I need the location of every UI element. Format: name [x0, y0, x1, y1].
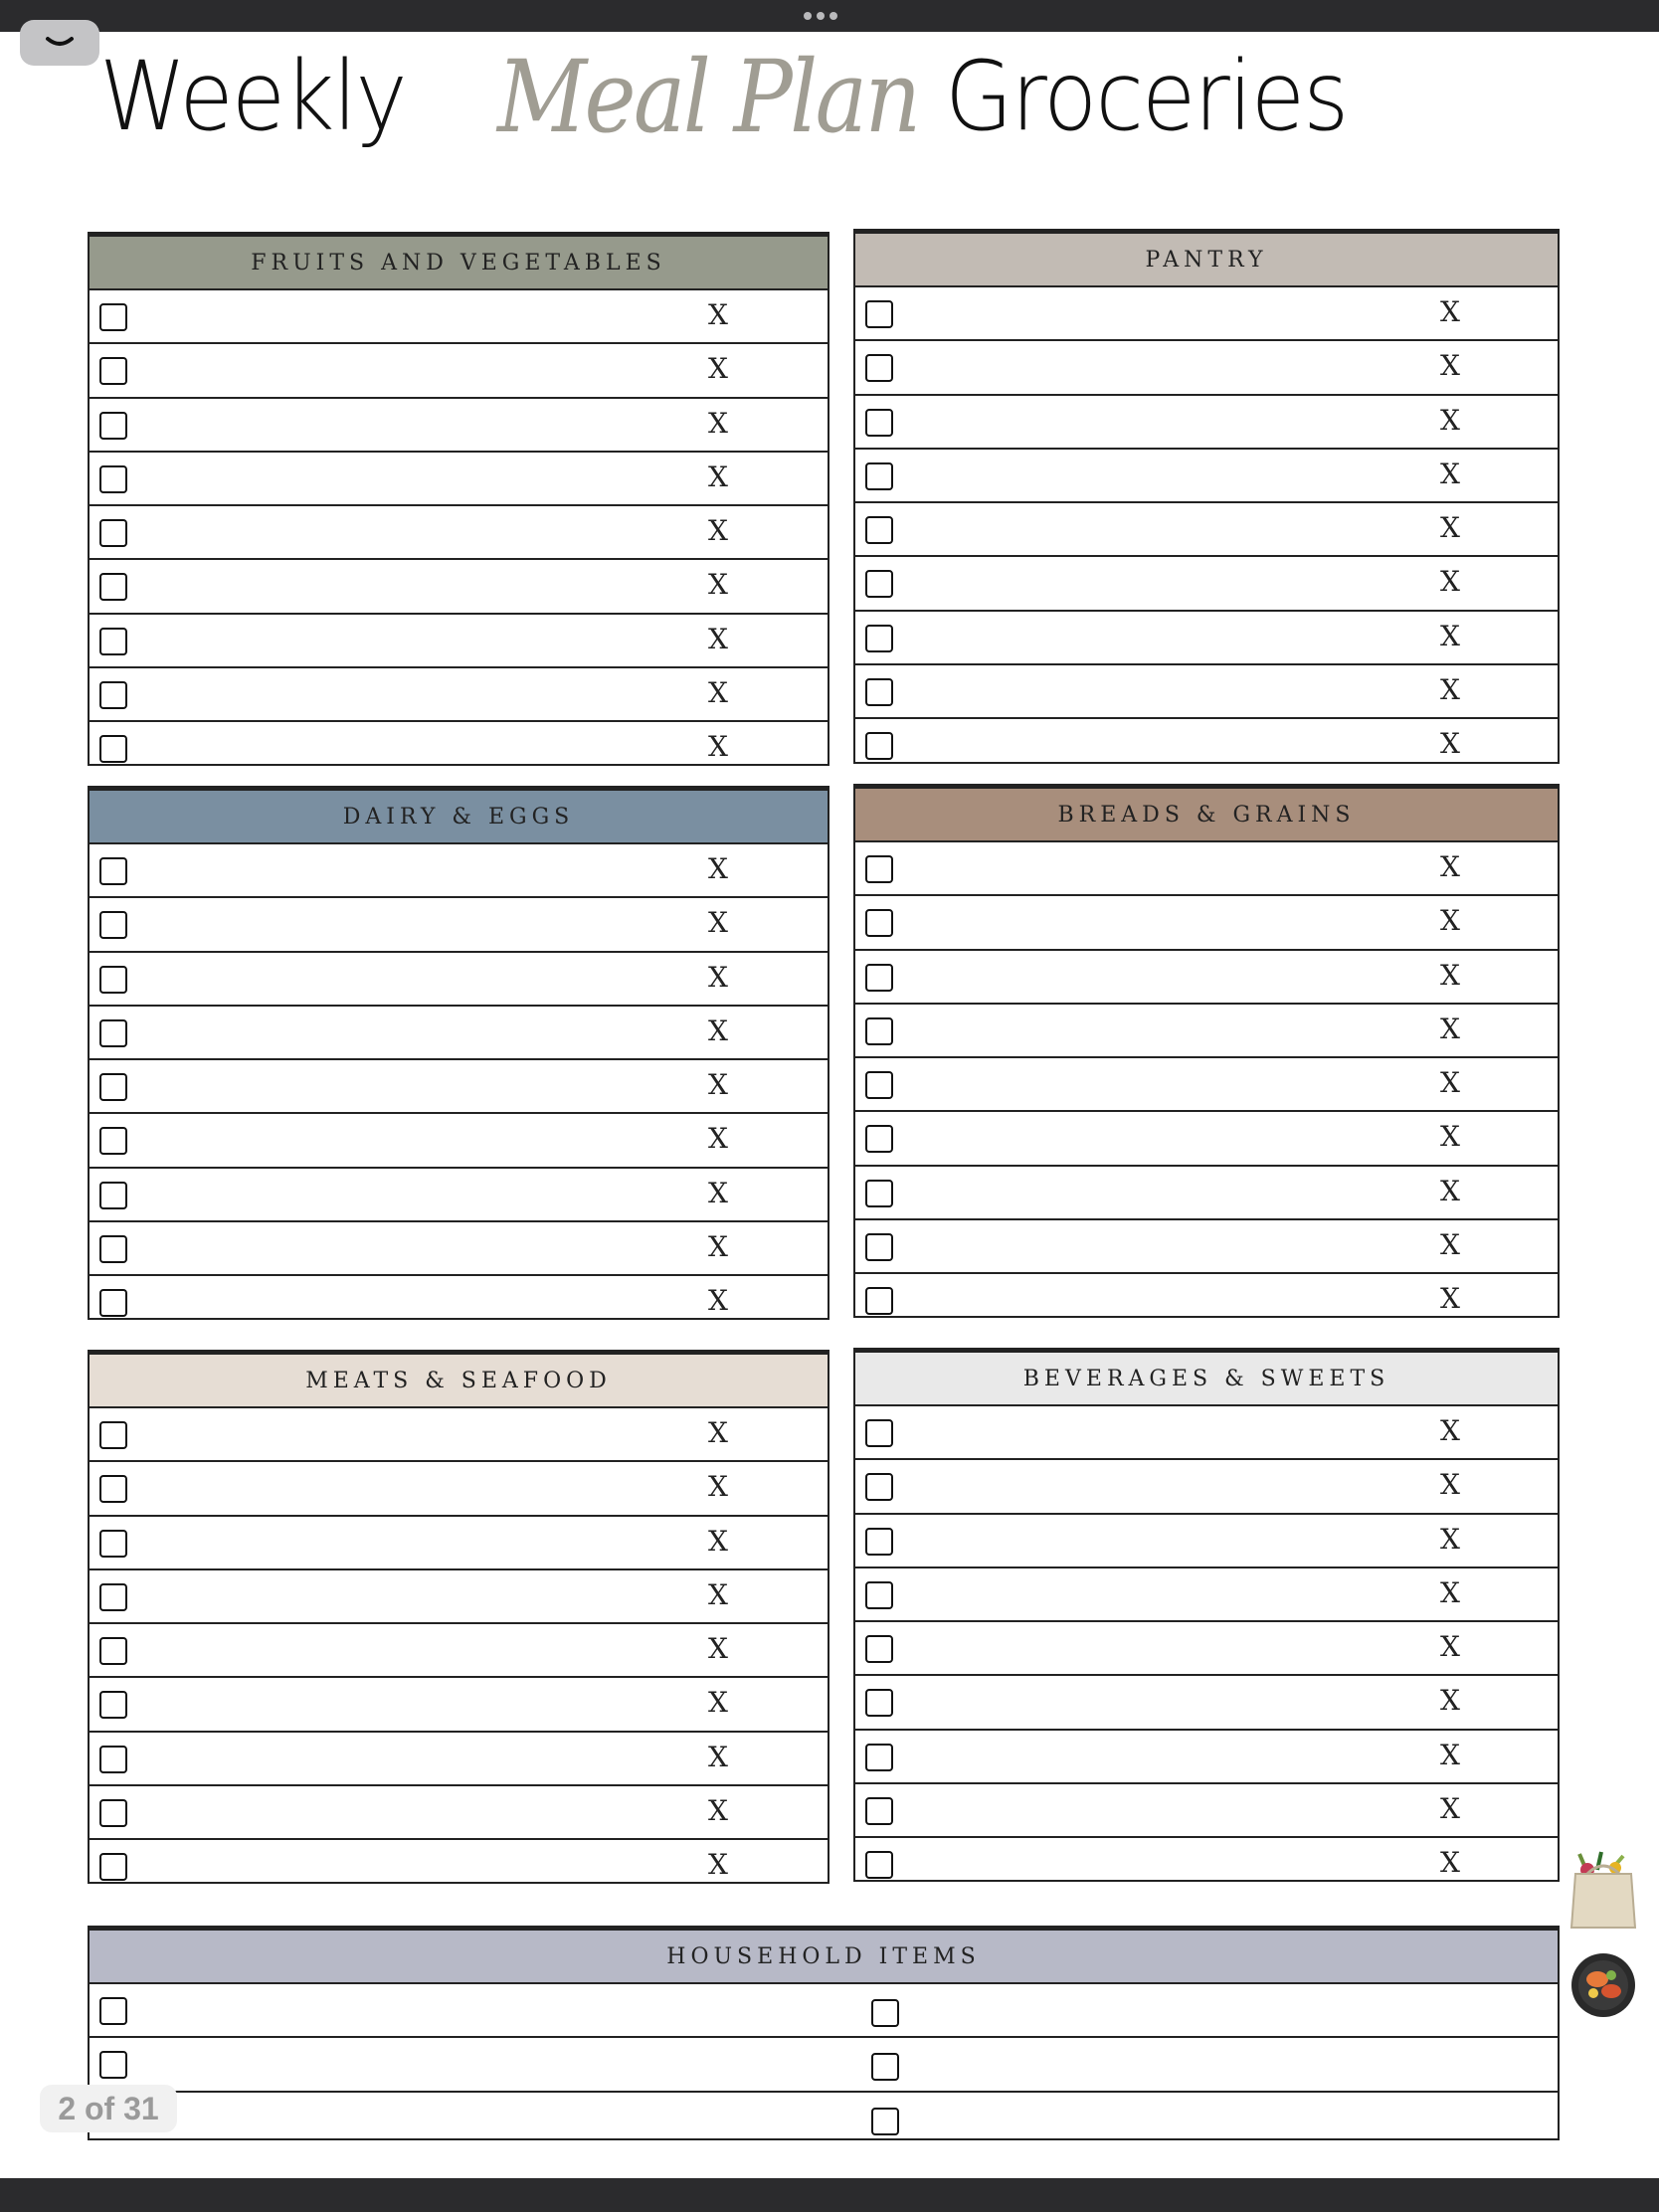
checkbox[interactable]: [99, 1127, 127, 1155]
remove-mark[interactable]: X: [708, 352, 728, 386]
collapse-button[interactable]: [20, 20, 99, 66]
remove-mark[interactable]: X: [1440, 1414, 1460, 1447]
section-header: BREADS & GRAINS: [855, 789, 1558, 842]
item-list: [855, 842, 1558, 1329]
list-item: [855, 396, 1558, 450]
checkbox[interactable]: [865, 1581, 893, 1609]
checkbox[interactable]: [865, 462, 893, 490]
list-item: [90, 1408, 828, 1462]
checkbox[interactable]: [865, 855, 893, 883]
checkbox[interactable]: [99, 1235, 127, 1263]
checkbox[interactable]: [99, 1421, 127, 1449]
checkbox[interactable]: [865, 964, 893, 992]
item-list: [855, 287, 1558, 774]
list-item: [855, 896, 1558, 950]
remove-mark[interactable]: X: [708, 1794, 728, 1828]
item-list: [90, 1408, 828, 1895]
remove-mark[interactable]: X: [708, 622, 728, 655]
list-item: [855, 1731, 1558, 1784]
remove-mark[interactable]: X: [1440, 727, 1460, 761]
remove-mark[interactable]: X: [1440, 850, 1460, 883]
remove-mark[interactable]: X: [708, 1416, 728, 1449]
section-header: HOUSEHOLD ITEMS: [90, 1931, 1558, 1984]
list-item: [90, 1624, 828, 1678]
list-item: [855, 1676, 1558, 1730]
remove-mark[interactable]: X: [708, 730, 728, 764]
list-item: [855, 842, 1558, 896]
list-item: [90, 290, 828, 344]
more-options-icon[interactable]: [804, 12, 837, 20]
checkbox[interactable]: [99, 2051, 127, 2079]
remove-mark[interactable]: X: [708, 1686, 728, 1720]
remove-mark[interactable]: X: [708, 1470, 728, 1504]
list-item: [855, 1784, 1558, 1838]
list-item: [855, 719, 1558, 773]
section-dairy-and-eggs: [88, 786, 830, 1320]
remove-mark[interactable]: X: [708, 460, 728, 493]
section-beverages-and-sweets: [853, 1348, 1560, 1882]
list-item: [855, 1058, 1558, 1112]
list-item: [90, 953, 828, 1007]
checkbox[interactable]: [99, 303, 127, 331]
list-item: [90, 615, 828, 668]
checkbox[interactable]: [99, 1475, 127, 1503]
remove-mark[interactable]: X: [708, 1848, 728, 1882]
remove-mark[interactable]: X: [708, 1284, 728, 1318]
remove-mark[interactable]: X: [1440, 511, 1460, 545]
list-item: [90, 1570, 828, 1624]
checkbox[interactable]: [99, 1746, 127, 1773]
remove-mark[interactable]: X: [1440, 1522, 1460, 1556]
checkbox[interactable]: [865, 1797, 893, 1825]
remove-mark[interactable]: X: [1440, 349, 1460, 383]
section-header: PANTRY: [855, 234, 1558, 287]
checkbox[interactable]: [99, 519, 127, 547]
title-meal-plan: Meal Plan: [497, 38, 919, 155]
remove-mark[interactable]: X: [1440, 457, 1460, 490]
checkbox[interactable]: [865, 1419, 893, 1447]
list-item: [855, 1005, 1558, 1058]
checkbox[interactable]: [865, 732, 893, 760]
remove-mark[interactable]: X: [708, 676, 728, 710]
checkbox[interactable]: [99, 1019, 127, 1047]
checkbox[interactable]: [865, 625, 893, 652]
list-item: [855, 450, 1558, 503]
remove-mark[interactable]: X: [708, 1230, 728, 1264]
remove-mark[interactable]: X: [708, 1014, 728, 1047]
checkbox[interactable]: [99, 857, 127, 885]
checkbox[interactable]: [99, 735, 127, 763]
list-item: [90, 1984, 1558, 2038]
list-item: [90, 1733, 828, 1786]
checkbox[interactable]: [865, 1635, 893, 1663]
list-item: [90, 1786, 828, 1840]
section-header: MEATS & SEAFOOD: [90, 1355, 828, 1408]
remove-mark[interactable]: X: [1440, 1846, 1460, 1880]
remove-mark[interactable]: X: [708, 514, 728, 548]
remove-mark[interactable]: X: [708, 298, 728, 331]
remove-mark[interactable]: X: [708, 1176, 728, 1209]
title-groceries: Groceries: [945, 41, 1348, 152]
list-item: [855, 612, 1558, 665]
list-item: [90, 1462, 828, 1516]
remove-mark[interactable]: X: [708, 1524, 728, 1558]
checkbox[interactable]: [865, 354, 893, 382]
remove-mark[interactable]: X: [1440, 295, 1460, 328]
list-item: [90, 1276, 828, 1330]
section-breads-and-grains: [853, 784, 1560, 1318]
list-item: [90, 1840, 828, 1894]
item-list: [90, 844, 828, 1331]
checkbox[interactable]: [99, 681, 127, 709]
list-item: [90, 1678, 828, 1732]
list-item: [90, 668, 828, 722]
checkbox[interactable]: [865, 1233, 893, 1261]
checkbox[interactable]: [871, 2108, 899, 2135]
checkbox[interactable]: [99, 1530, 127, 1558]
list-item: [855, 557, 1558, 611]
checkbox[interactable]: [99, 573, 127, 601]
remove-mark[interactable]: X: [708, 852, 728, 885]
remove-mark[interactable]: X: [708, 1632, 728, 1666]
food-bowl-icon[interactable]: [1569, 1951, 1637, 2019]
remove-mark[interactable]: X: [1440, 1738, 1460, 1771]
list-item: [855, 951, 1558, 1005]
checkbox[interactable]: [99, 1799, 127, 1827]
checkbox[interactable]: [99, 465, 127, 493]
list-item: [855, 665, 1558, 719]
remove-mark[interactable]: X: [1440, 904, 1460, 938]
checkbox[interactable]: [99, 357, 127, 385]
checkbox[interactable]: [865, 1744, 893, 1771]
checkbox[interactable]: [871, 1999, 899, 2027]
remove-mark[interactable]: X: [1440, 1684, 1460, 1718]
checkbox[interactable]: [865, 1180, 893, 1207]
checkbox[interactable]: [871, 2053, 899, 2081]
section-pantry: [853, 229, 1560, 764]
list-item: [855, 1220, 1558, 1274]
checkbox[interactable]: [865, 1473, 893, 1501]
checkbox[interactable]: [865, 516, 893, 544]
remove-mark[interactable]: X: [1440, 1575, 1460, 1609]
remove-mark[interactable]: X: [1440, 1120, 1460, 1154]
checkbox[interactable]: [865, 300, 893, 328]
list-item: [90, 1517, 828, 1570]
remove-mark[interactable]: X: [1440, 673, 1460, 707]
list-item: [90, 1169, 828, 1222]
remove-mark[interactable]: X: [1440, 565, 1460, 599]
checkbox[interactable]: [99, 1182, 127, 1209]
list-item: [90, 1007, 828, 1060]
checkbox[interactable]: [99, 1289, 127, 1317]
list-item: [90, 844, 828, 898]
remove-mark[interactable]: X: [708, 1577, 728, 1611]
list-item: [855, 287, 1558, 341]
chevron-down-icon: [42, 34, 78, 52]
checkbox[interactable]: [99, 1853, 127, 1881]
remove-mark[interactable]: X: [708, 568, 728, 602]
item-list: [90, 290, 828, 777]
list-item: [90, 399, 828, 453]
checkbox[interactable]: [99, 1997, 127, 2025]
checkbox[interactable]: [99, 412, 127, 440]
checkbox[interactable]: [865, 1689, 893, 1717]
list-item: [90, 344, 828, 398]
checkbox[interactable]: [865, 409, 893, 437]
section-meats-and-seafood: [88, 1350, 830, 1884]
list-item: [855, 1568, 1558, 1622]
section-header: FRUITS AND VEGETABLES: [90, 237, 828, 290]
remove-mark[interactable]: X: [1440, 1066, 1460, 1100]
item-list: [855, 1406, 1558, 1893]
list-item: [90, 898, 828, 952]
remove-mark[interactable]: X: [1440, 619, 1460, 652]
checkbox[interactable]: [865, 909, 893, 937]
checkbox[interactable]: [99, 966, 127, 994]
checkbox[interactable]: [99, 1691, 127, 1719]
remove-mark[interactable]: X: [1440, 1012, 1460, 1045]
remove-mark[interactable]: X: [708, 1068, 728, 1102]
remove-mark[interactable]: X: [708, 960, 728, 994]
remove-mark[interactable]: X: [708, 406, 728, 440]
item-list: [90, 1984, 1558, 2146]
checkbox[interactable]: [865, 1528, 893, 1556]
grocery-bag-icon[interactable]: [1567, 1848, 1639, 1932]
bottom-bar: [0, 2178, 1659, 2212]
checkbox[interactable]: [99, 1637, 127, 1665]
page-title: [99, 22, 1382, 171]
remove-mark[interactable]: X: [1440, 1282, 1460, 1316]
list-item: [855, 1112, 1558, 1166]
list-item: [855, 1274, 1558, 1328]
section-header: DAIRY & EGGS: [90, 791, 828, 844]
list-item: [855, 1622, 1558, 1676]
checkbox[interactable]: [865, 570, 893, 598]
remove-mark[interactable]: X: [1440, 403, 1460, 437]
checkbox[interactable]: [99, 911, 127, 939]
section-header: BEVERAGES & SWEETS: [855, 1353, 1558, 1406]
title-weekly: Weekly: [99, 41, 406, 152]
list-item: [90, 453, 828, 506]
list-item: [90, 1222, 828, 1276]
list-item: [90, 560, 828, 614]
remove-mark[interactable]: X: [1440, 1792, 1460, 1826]
list-item: [90, 1060, 828, 1114]
list-item: [90, 2093, 1558, 2146]
page-indicator: 2 of 31: [40, 2085, 177, 2132]
checkbox[interactable]: [865, 1287, 893, 1315]
remove-mark[interactable]: X: [1440, 958, 1460, 992]
checkbox[interactable]: [865, 1851, 893, 1879]
list-item: [90, 506, 828, 560]
checkbox[interactable]: [865, 678, 893, 706]
list-item: [855, 1838, 1558, 1892]
list-item: [855, 341, 1558, 395]
remove-mark[interactable]: X: [708, 1740, 728, 1773]
list-item: [90, 2038, 1558, 2092]
remove-mark[interactable]: X: [1440, 1174, 1460, 1207]
checkbox[interactable]: [865, 1125, 893, 1153]
checkbox[interactable]: [865, 1017, 893, 1045]
checkbox[interactable]: [99, 628, 127, 655]
remove-mark[interactable]: X: [1440, 1228, 1460, 1262]
list-item: [855, 503, 1558, 557]
remove-mark[interactable]: X: [1440, 1630, 1460, 1664]
checkbox[interactable]: [99, 1073, 127, 1101]
section-fruits-and-vegetables: [88, 232, 830, 766]
checkbox[interactable]: [99, 1583, 127, 1611]
list-item: [90, 722, 828, 776]
list-item: [855, 1515, 1558, 1568]
checkbox[interactable]: [865, 1071, 893, 1099]
list-item: [90, 1114, 828, 1168]
remove-mark[interactable]: X: [708, 1122, 728, 1156]
list-item: [855, 1460, 1558, 1514]
remove-mark[interactable]: X: [708, 906, 728, 940]
list-item: [855, 1406, 1558, 1460]
remove-mark[interactable]: X: [1440, 1468, 1460, 1502]
list-item: [855, 1167, 1558, 1220]
section-household-items: [88, 1926, 1560, 2140]
